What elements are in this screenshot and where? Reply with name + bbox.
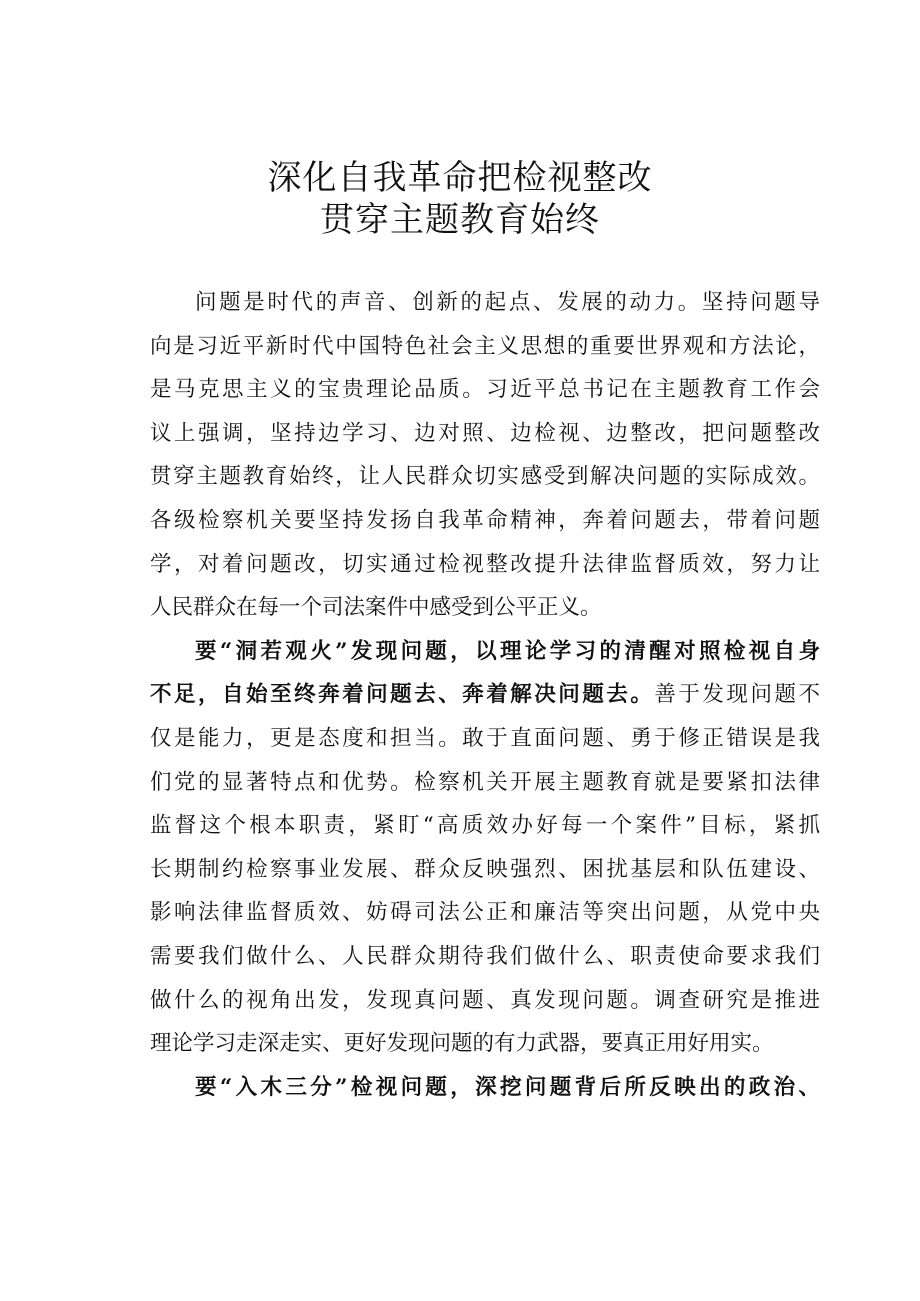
paragraph-2-text-start: 善于发现问题不	[654, 682, 820, 708]
paragraph-2-line: 影响法律监督质效、妨碍司法公正和廉洁等突出问题，从党中央	[150, 900, 820, 926]
paragraph-2-line: 监督这个根本职责，紧盯“高质效办好每一个案件”目标，紧抓	[150, 813, 820, 839]
paragraph-1-line: 各级检察机关要坚持发扬自我革命精神，奔着问题去，带着问题	[150, 508, 820, 533]
paragraph-1-line: 贯穿主题教育始终，让人民群众切实感受到解决问题的实际成效。	[150, 464, 820, 490]
paragraph-1-line: 学，对着问题改，切实通过检视整改提升法律监督质效，努力让	[150, 551, 820, 577]
paragraph-2-heading-line: 要“洞若观火”发现问题，以理论学习的清醒对照检视自身	[195, 638, 820, 664]
paragraph-2-line-mixed	[150, 680, 820, 710]
paragraph-2-line: 理论学习走深走实、更好发现问题的有力武器，要真正用好用实。	[150, 1031, 774, 1057]
paragraph-2-line: 需要我们做什么、人民群众期待我们做什么、职责使命要求我们	[150, 944, 820, 969]
document-title-line-1: 深化自我革命把检视整改	[267, 158, 653, 198]
paragraph-2-line: 做什么的视角出发，发现真问题、真发现问题。调查研究是推进	[150, 987, 820, 1013]
document-title-line-2: 贯穿主题教育始终	[320, 200, 600, 240]
paragraph-3-heading-line: 要“入木三分”检视问题，深挖问题背后所反映出的政治、	[195, 1074, 820, 1100]
paragraph-2-line: 们党的显著特点和优势。检察机关开展主题教育就是要紧扣法律	[150, 769, 820, 795]
paragraph-1-line: 是马克思主义的宝贵理论品质。习近平总书记在主题教育工作会	[150, 377, 820, 403]
paragraph-1-line: 议上强调，坚持边学习、边对照、边检视、边整改，把问题整改	[150, 420, 820, 446]
paragraph-2-heading-end: 不足，自始至终奔着问题去、奔着解决问题去。	[150, 682, 655, 708]
paragraph-2-line: 仅是能力，更是态度和担当。敢于直面问题、勇于修正错误是我	[150, 726, 820, 751]
paragraph-1-line: 向是习近平新时代中国特色社会主义思想的重要世界观和方法论，	[150, 333, 820, 359]
paragraph-2-line: 长期制约检察事业发展、群众反映强烈、困扰基层和队伍建设、	[150, 856, 820, 882]
paragraph-1-line: 问题是时代的声音、创新的起点、发展的动力。坚持问题导	[195, 290, 820, 315]
paragraph-1-line: 人民群众在每一个司法案件中感受到公平正义。	[150, 595, 602, 621]
